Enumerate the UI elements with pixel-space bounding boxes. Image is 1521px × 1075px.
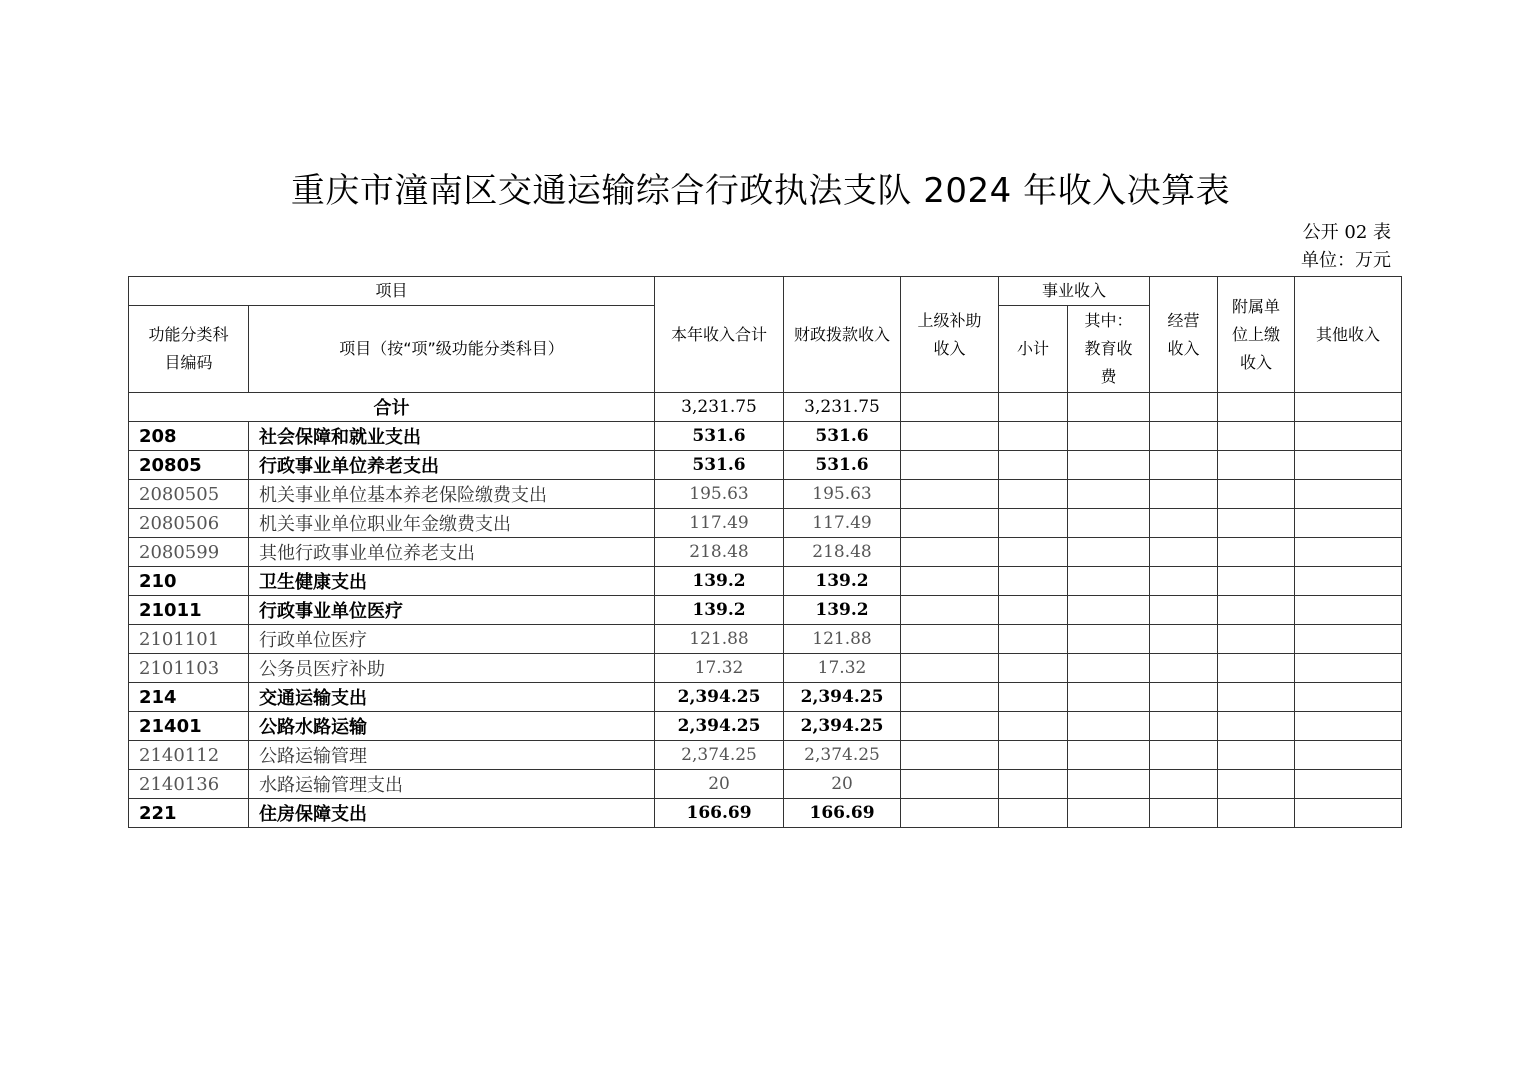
- row-name: 公务员医疗补助: [249, 654, 655, 683]
- row-name: 机关事业单位职业年金缴费支出: [249, 509, 655, 538]
- empty-cell: [901, 422, 999, 451]
- header-business: 事业收入: [999, 277, 1150, 306]
- empty-cell: [901, 567, 999, 596]
- empty-cell: [1150, 741, 1218, 770]
- empty-cell: [901, 393, 999, 422]
- empty-cell: [901, 712, 999, 741]
- row-fiscal: 121.88: [784, 625, 901, 654]
- table-row: [129, 480, 1402, 509]
- empty-cell: [1068, 567, 1150, 596]
- empty-cell: [1150, 393, 1218, 422]
- empty-cell: [999, 799, 1068, 828]
- row-code: 208: [129, 422, 249, 451]
- row-total-income: 2,394.25: [655, 683, 784, 712]
- table-row: [129, 596, 1402, 625]
- header-operating: 经营收入: [1150, 277, 1218, 393]
- table-code-label: 公开 02 表: [1302, 222, 1391, 243]
- row-fiscal: 139.2: [784, 596, 901, 625]
- empty-cell: [1150, 422, 1218, 451]
- header-superior: 上级补助收入: [901, 277, 999, 393]
- empty-cell: [1218, 509, 1295, 538]
- empty-cell: [999, 770, 1068, 799]
- empty-cell: [1150, 567, 1218, 596]
- empty-cell: [1295, 741, 1402, 770]
- row-total-income: 139.2: [655, 567, 784, 596]
- header-other: 其他收入: [1295, 277, 1402, 393]
- empty-cell: [1295, 625, 1402, 654]
- empty-cell: [1150, 654, 1218, 683]
- total-row: [129, 393, 1402, 422]
- header-func-name: 项目（按“项”级功能分类科目）: [249, 306, 655, 393]
- empty-cell: [1150, 596, 1218, 625]
- row-code: 2140136: [129, 770, 249, 799]
- empty-cell: [1295, 770, 1402, 799]
- empty-cell: [1295, 393, 1402, 422]
- empty-cell: [1150, 712, 1218, 741]
- row-name: 卫生健康支出: [249, 567, 655, 596]
- empty-cell: [1218, 422, 1295, 451]
- empty-cell: [1295, 654, 1402, 683]
- row-name: 水路运输管理支出: [249, 770, 655, 799]
- empty-cell: [1218, 596, 1295, 625]
- row-name: 行政事业单位医疗: [249, 596, 655, 625]
- table-row: [129, 770, 1402, 799]
- row-code: 221: [129, 799, 249, 828]
- empty-cell: [1218, 683, 1295, 712]
- empty-cell: [999, 480, 1068, 509]
- empty-cell: [1068, 422, 1150, 451]
- row-name: 其他行政事业单位养老支出: [249, 538, 655, 567]
- table-row: [129, 683, 1402, 712]
- empty-cell: [999, 538, 1068, 567]
- empty-cell: [999, 625, 1068, 654]
- empty-cell: [901, 596, 999, 625]
- empty-cell: [901, 741, 999, 770]
- row-fiscal: 531.6: [784, 422, 901, 451]
- empty-cell: [1295, 451, 1402, 480]
- row-total-income: 20: [655, 770, 784, 799]
- empty-cell: [1218, 799, 1295, 828]
- header-project: 项目: [129, 277, 655, 306]
- row-name: 行政单位医疗: [249, 625, 655, 654]
- empty-cell: [1218, 451, 1295, 480]
- row-total-income: 17.32: [655, 654, 784, 683]
- empty-cell: [1068, 654, 1150, 683]
- row-fiscal: 20: [784, 770, 901, 799]
- empty-cell: [999, 654, 1068, 683]
- row-total-income: 218.48: [655, 538, 784, 567]
- row-name: 交通运输支出: [249, 683, 655, 712]
- empty-cell: [1068, 741, 1150, 770]
- empty-cell: [901, 451, 999, 480]
- row-name: 行政事业单位养老支出: [249, 451, 655, 480]
- empty-cell: [1295, 480, 1402, 509]
- empty-cell: [999, 596, 1068, 625]
- empty-cell: [999, 509, 1068, 538]
- row-total-income: 531.6: [655, 451, 784, 480]
- empty-cell: [1218, 741, 1295, 770]
- empty-cell: [999, 422, 1068, 451]
- empty-cell: [1218, 393, 1295, 422]
- empty-cell: [901, 799, 999, 828]
- empty-cell: [1218, 538, 1295, 567]
- empty-cell: [1068, 393, 1150, 422]
- row-code: 214: [129, 683, 249, 712]
- income-table: [128, 276, 1402, 828]
- empty-cell: [1218, 480, 1295, 509]
- empty-cell: [1068, 770, 1150, 799]
- row-name: 住房保障支出: [249, 799, 655, 828]
- row-name: 社会保障和就业支出: [249, 422, 655, 451]
- row-code: 210: [129, 567, 249, 596]
- row-fiscal: 166.69: [784, 799, 901, 828]
- row-fiscal: 531.6: [784, 451, 901, 480]
- header-business-subtotal: 小计: [999, 306, 1068, 393]
- empty-cell: [1295, 567, 1402, 596]
- row-code: 2101103: [129, 654, 249, 683]
- row-code: 2080599: [129, 538, 249, 567]
- empty-cell: [999, 712, 1068, 741]
- row-code: 20805: [129, 451, 249, 480]
- empty-cell: [1218, 770, 1295, 799]
- empty-cell: [1295, 596, 1402, 625]
- row-code: 2080505: [129, 480, 249, 509]
- empty-cell: [901, 538, 999, 567]
- row-name: 公路水路运输: [249, 712, 655, 741]
- table-row: [129, 741, 1402, 770]
- table-row: [129, 509, 1402, 538]
- empty-cell: [999, 451, 1068, 480]
- empty-cell: [999, 393, 1068, 422]
- table-row: [129, 654, 1402, 683]
- empty-cell: [1068, 480, 1150, 509]
- row-total-income: 166.69: [655, 799, 784, 828]
- empty-cell: [1150, 451, 1218, 480]
- empty-cell: [1150, 625, 1218, 654]
- total-label: 合计: [129, 393, 655, 422]
- empty-cell: [1068, 596, 1150, 625]
- row-code: 2140112: [129, 741, 249, 770]
- row-name: 公路运输管理: [249, 741, 655, 770]
- table-row: [129, 799, 1402, 828]
- row-total-income: 2,374.25: [655, 741, 784, 770]
- row-code: 2080506: [129, 509, 249, 538]
- row-fiscal: 218.48: [784, 538, 901, 567]
- unit-label: 单位：万元: [1301, 250, 1391, 271]
- table-row: [129, 712, 1402, 741]
- empty-cell: [1068, 799, 1150, 828]
- empty-cell: [1150, 770, 1218, 799]
- empty-cell: [1295, 712, 1402, 741]
- empty-cell: [1068, 683, 1150, 712]
- row-fiscal: 17.32: [784, 654, 901, 683]
- empty-cell: [1218, 567, 1295, 596]
- empty-cell: [999, 683, 1068, 712]
- row-code: 2101101: [129, 625, 249, 654]
- empty-cell: [1295, 422, 1402, 451]
- empty-cell: [1218, 654, 1295, 683]
- header-affiliated: 附属单位上缴收入: [1218, 277, 1295, 393]
- table-row: [129, 625, 1402, 654]
- row-fiscal: 117.49: [784, 509, 901, 538]
- empty-cell: [1150, 799, 1218, 828]
- total-fiscal-value: 3,231.75: [784, 393, 901, 422]
- empty-cell: [901, 509, 999, 538]
- row-total-income: 117.49: [655, 509, 784, 538]
- row-total-income: 139.2: [655, 596, 784, 625]
- empty-cell: [1295, 538, 1402, 567]
- empty-cell: [1218, 625, 1295, 654]
- row-total-income: 531.6: [655, 422, 784, 451]
- empty-cell: [1068, 625, 1150, 654]
- empty-cell: [999, 741, 1068, 770]
- table-row: [129, 567, 1402, 596]
- row-code: 21401: [129, 712, 249, 741]
- row-total-income: 121.88: [655, 625, 784, 654]
- empty-cell: [901, 480, 999, 509]
- header-total-income: 本年收入合计: [655, 277, 784, 393]
- empty-cell: [1068, 712, 1150, 741]
- page-title: 重庆市潼南区交通运输综合行政执法支队 2024 年收入决算表: [290, 171, 1231, 211]
- row-total-income: 2,394.25: [655, 712, 784, 741]
- row-fiscal: 139.2: [784, 567, 901, 596]
- empty-cell: [901, 770, 999, 799]
- header-business-edu: 其中：教育收费: [1068, 306, 1150, 393]
- empty-cell: [1068, 538, 1150, 567]
- row-total-income: 195.63: [655, 480, 784, 509]
- row-fiscal: 195.63: [784, 480, 901, 509]
- row-code: 21011: [129, 596, 249, 625]
- empty-cell: [1295, 683, 1402, 712]
- empty-cell: [999, 567, 1068, 596]
- empty-cell: [1150, 509, 1218, 538]
- empty-cell: [1068, 451, 1150, 480]
- row-fiscal: 2,394.25: [784, 712, 901, 741]
- empty-cell: [1150, 538, 1218, 567]
- empty-cell: [1150, 480, 1218, 509]
- row-fiscal: 2,374.25: [784, 741, 901, 770]
- table-row: [129, 451, 1402, 480]
- empty-cell: [1068, 509, 1150, 538]
- total-income-value: 3,231.75: [655, 393, 784, 422]
- empty-cell: [901, 625, 999, 654]
- table-row: [129, 422, 1402, 451]
- empty-cell: [1295, 799, 1402, 828]
- header-func-code: 功能分类科目编码: [129, 306, 249, 393]
- row-name: 机关事业单位基本养老保险缴费支出: [249, 480, 655, 509]
- empty-cell: [901, 683, 999, 712]
- row-fiscal: 2,394.25: [784, 683, 901, 712]
- empty-cell: [1150, 683, 1218, 712]
- header-fiscal: 财政拨款收入: [784, 277, 901, 393]
- empty-cell: [901, 654, 999, 683]
- empty-cell: [1295, 509, 1402, 538]
- table-row: [129, 538, 1402, 567]
- empty-cell: [1218, 712, 1295, 741]
